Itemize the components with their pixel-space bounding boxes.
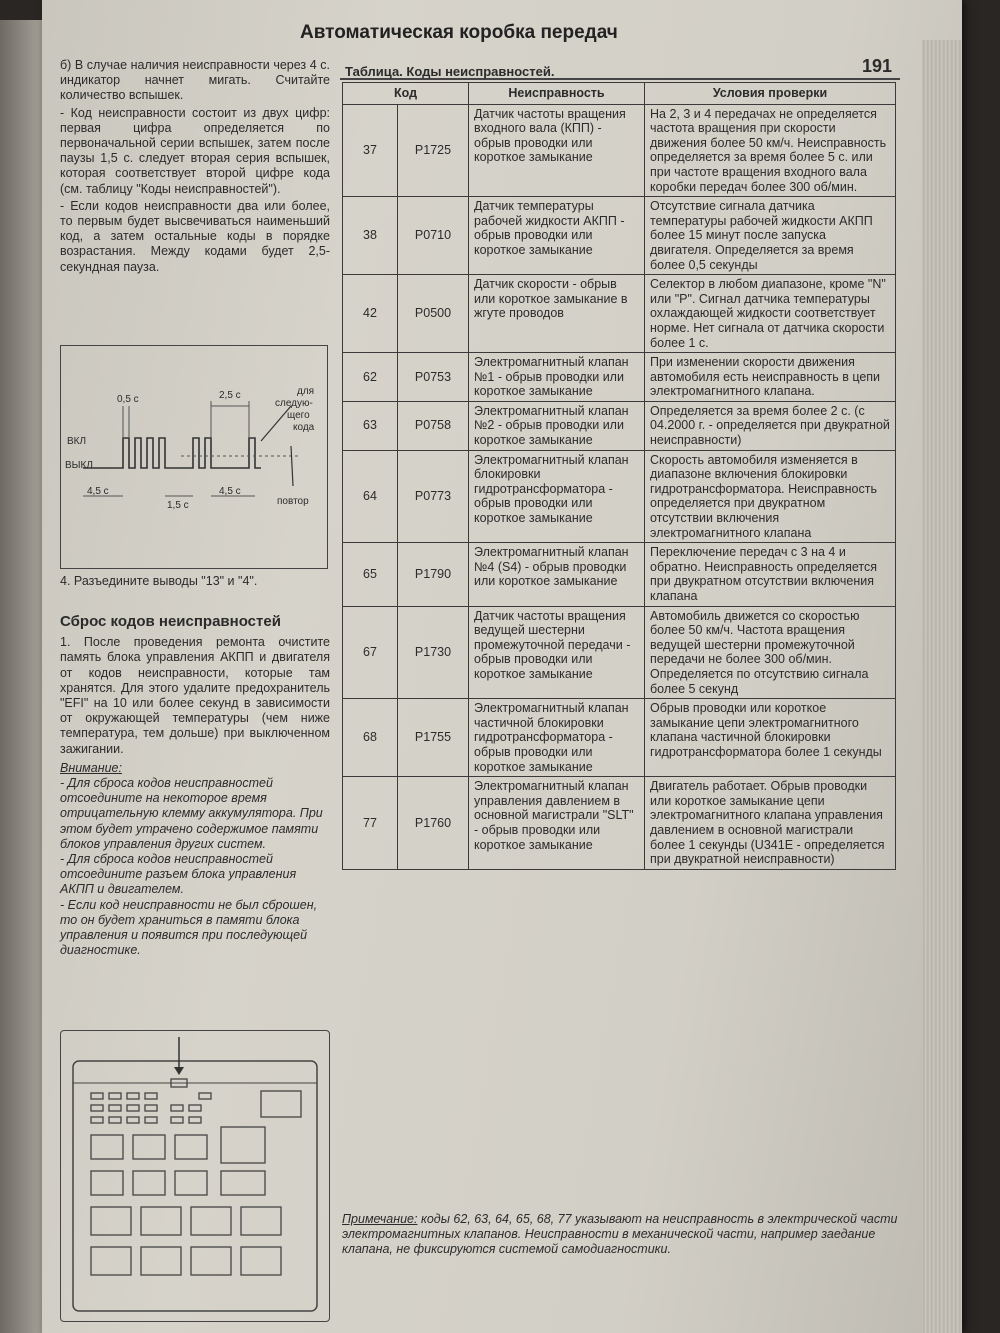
cell-fault: Электромагнитный клапан частичной блокировки гидротрансформатора - обрыв проводки или короткое замыкание bbox=[469, 699, 645, 777]
header-conditions: Условия проверки bbox=[645, 83, 896, 105]
section-title: Сброс кодов неисправностей bbox=[60, 613, 281, 630]
attention-item: - Для сброса кодов неисправностей отсоедините разъем блока управления АКПП и двигателем. bbox=[60, 852, 297, 897]
paragraph: - Если кодов неисправности два или более, то первым будет высвечиваться наименьший код, а затем остальные коды в порядке возрастания. Между кодами будет 2,5-секундная пауза. bbox=[60, 198, 330, 274]
label-off: ВЫКЛ bbox=[65, 460, 93, 471]
label-4-5s-second: 4,5 с bbox=[219, 486, 241, 497]
cell-number: 65 bbox=[343, 543, 398, 606]
cell-code: P1755 bbox=[398, 699, 469, 777]
timing-svg bbox=[61, 346, 327, 568]
table-body bbox=[343, 104, 896, 869]
table-row bbox=[343, 450, 896, 543]
header-fault: Неисправность bbox=[469, 83, 645, 105]
cell-conditions: Обрыв проводки или короткое замыкание цепи электромагнитного клапана частичной блокировки гидротрансформатора более 1 секунды bbox=[645, 699, 896, 777]
table-row bbox=[343, 104, 896, 197]
table-row bbox=[343, 699, 896, 777]
table-row bbox=[343, 275, 896, 353]
cell-code: P1760 bbox=[398, 777, 469, 870]
table-row bbox=[343, 197, 896, 275]
attention-block bbox=[60, 761, 330, 959]
fuse-box-diagram bbox=[60, 1030, 330, 1322]
table-row bbox=[343, 401, 896, 450]
note-heading: Примечание: bbox=[342, 1212, 418, 1226]
label-repeat: повтор bbox=[277, 496, 309, 507]
cell-conditions: При изменении скорости движения автомобиля есть неисправность в цепи электромагнитного клапана. bbox=[645, 353, 896, 402]
cell-number: 67 bbox=[343, 606, 398, 699]
cell-number: 63 bbox=[343, 401, 398, 450]
attention-heading: Внимание: bbox=[60, 760, 122, 775]
label-4-5s-first: 4,5 с bbox=[87, 486, 109, 497]
cell-code: P0773 bbox=[398, 450, 469, 543]
cell-fault: Электромагнитный клапан №2 - обрыв проводки или короткое замыкание bbox=[469, 401, 645, 450]
flash-timing-diagram bbox=[60, 345, 328, 569]
left-column bbox=[60, 58, 330, 277]
cell-fault: Электромагнитный клапан №1 - обрыв проводки или короткое замыкание bbox=[469, 353, 645, 402]
cell-code: P1725 bbox=[398, 104, 469, 197]
page-number: 191 bbox=[862, 56, 893, 76]
cell-conditions: Переключение передач с 3 на 4 и обратно. Неисправность определяется при двукратном отсутствии включения клапана bbox=[645, 543, 896, 606]
table-row bbox=[343, 353, 896, 402]
label-next-2: следую- bbox=[275, 398, 313, 409]
cell-conditions: Двигатель работает. Обрыв проводки или короткое замыкание цепи электромагнитного клапана управления давлением в основной магистрали более 1 секунды (U341E - определяется при двукратной неисправности) bbox=[645, 777, 896, 870]
paragraph: б) В случае наличия неисправности через 4 с. индикатор начнет мигать. Считайте количество вспышек. bbox=[60, 58, 330, 103]
cell-fault: Электромагнитный клапан блокировки гидротрансформатора - обрыв проводки или короткое замыкание bbox=[469, 450, 645, 543]
cell-conditions: Скорость автомобиля изменяется в диапазоне включения блокировки гидротрансформатора. Неисправность определяется при двукратном отсутствии включения электромагнитного клапана bbox=[645, 450, 896, 543]
cell-conditions: Автомобиль движется со скоростью более 50 км/ч. Частота вращения ведущей шестерни промежуточной передачи не более 300 об/мин. Определяется по отсутствию сигнала более 5 секунд bbox=[645, 606, 896, 699]
cell-number: 68 bbox=[343, 699, 398, 777]
label-next-4: кода bbox=[293, 422, 315, 433]
label-next-3: щего bbox=[287, 410, 310, 421]
attention-item: - Для сброса кодов неисправностей отсоедините на некоторое время отрицательную клемму аккумулятора. При этом будет утрачено содержимое памяти блоков управления других систем. bbox=[60, 776, 323, 851]
note-text: коды 62, 63, 64, 65, 68, 77 указывают на неисправность в электрической части электромагнитных клапанов. Неисправности в механической части, например заедание клапана, не фиксируются системой самодиагностики. bbox=[342, 1212, 898, 1256]
page-edge bbox=[922, 40, 962, 1333]
cell-conditions: На 2, 3 и 4 передачах не определяется частота вращения при скорости движения более 50 км/ч. Неисправность определяется за время более 5 с. или при частоте вращения входного вала коробки передач более 300 об/мин. bbox=[645, 104, 896, 197]
cell-fault: Датчик частоты вращения входного вала (КПП) - обрыв проводки или короткое замыкание bbox=[469, 104, 645, 197]
cell-number: 62 bbox=[343, 353, 398, 402]
reset-section bbox=[60, 598, 330, 958]
cell-conditions: Отсутствие сигнала датчика температуры рабочей жидкости АКПП более 15 минут после запуска двигателя. Определяется за время более 0,5 секунды bbox=[645, 197, 896, 275]
page-header-title: Автоматическая коробка передач bbox=[300, 22, 618, 43]
table-note bbox=[342, 1212, 898, 1257]
cell-fault: Электромагнитный клапан №4 (S4) - обрыв проводки или короткое замыкание bbox=[469, 543, 645, 606]
fault-codes-table bbox=[342, 82, 896, 870]
fuse-box-svg bbox=[61, 1031, 329, 1321]
cell-code: P1730 bbox=[398, 606, 469, 699]
cell-number: 42 bbox=[343, 275, 398, 353]
attention-item: - Если код неисправности не был сброшен, то он будет храниться в памяти блока управления и появится при последующей диагностике. bbox=[60, 897, 318, 958]
header-code: Код bbox=[343, 83, 469, 105]
label-2-5s: 2,5 с bbox=[219, 390, 241, 401]
cell-number: 38 bbox=[343, 197, 398, 275]
table-title: Таблица. Коды неисправностей. bbox=[345, 64, 555, 79]
cell-conditions: Селектор в любом диапазоне, кроме "N" или "P". Сигнал датчика температуры охлаждающей жидкости соответствует норме. Нет сигнала от датчика скорости более 1 с. bbox=[645, 275, 896, 353]
cell-fault: Электромагнитный клапан управления давлением в основной магистрали "SLT" - обрыв проводки или короткое замыкание bbox=[469, 777, 645, 870]
table-row bbox=[343, 777, 896, 870]
label-0-5s: 0,5 с bbox=[117, 394, 139, 405]
cell-fault: Датчик температуры рабочей жидкости АКПП - обрыв проводки или короткое замыкание bbox=[469, 197, 645, 275]
label-1-5s: 1,5 с bbox=[167, 500, 189, 511]
cell-code: P1790 bbox=[398, 543, 469, 606]
paragraph: - Код неисправности состоит из двух цифр: первая цифра определяется по первоначальной серии вспышек, затем после паузы 1,5 с. следует вторая серия вспышек, которая соответствует второй цифре кода (см. таблицу "Коды неисправностей"). bbox=[60, 105, 330, 196]
table-row bbox=[343, 543, 896, 606]
cell-fault: Датчик частоты вращения ведущей шестерни промежуточной передачи - обрыв проводки или короткое замыкание bbox=[469, 606, 645, 699]
cell-code: P0500 bbox=[398, 275, 469, 353]
table-row bbox=[343, 606, 896, 699]
cell-code: P0753 bbox=[398, 353, 469, 402]
label-on: ВКЛ bbox=[67, 436, 87, 447]
table-header-row bbox=[343, 83, 896, 105]
cell-fault: Датчик скорости - обрыв или короткое замыкание в жгуте проводов bbox=[469, 275, 645, 353]
label-next-1: для bbox=[297, 386, 315, 397]
cell-conditions: Определяется за время более 2 с. (с 04.2000 г. - определяется при двукратной неисправности) bbox=[645, 401, 896, 450]
cell-number: 77 bbox=[343, 777, 398, 870]
cell-code: P0758 bbox=[398, 401, 469, 450]
step-4-text: 4. Разъедините выводы "13" и "4". bbox=[60, 574, 258, 588]
reset-paragraph: 1. После проведения ремонта очистите память блока управления АКПП и двигателя от кодов неисправности, которые там хранятся. Для этого удалите предохранитель "EFI" на 10 или более секунд в зависимости от окружающей температуры (чем ниже температура, тем дольше) при выключенном зажигании. bbox=[60, 635, 330, 756]
cell-number: 64 bbox=[343, 450, 398, 543]
cell-code: P0710 bbox=[398, 197, 469, 275]
cell-number: 37 bbox=[343, 104, 398, 197]
